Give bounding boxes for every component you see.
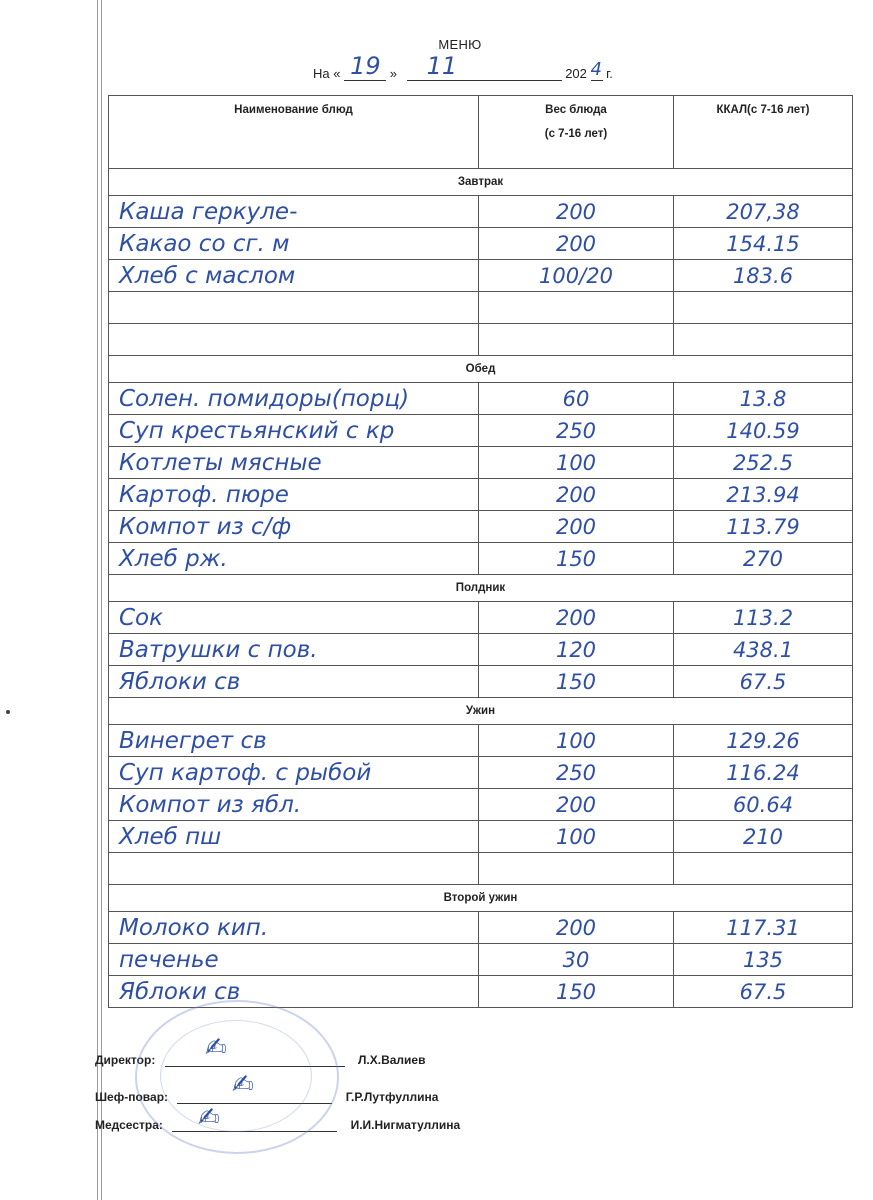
dish-kcal: 183.6 [674,260,853,292]
table-row [109,912,853,944]
dish-weight: 100 [479,447,674,479]
dish-name: Яблоки св [109,976,479,1008]
dish-kcal: 140.59 [674,415,853,447]
dish-weight: 30 [479,944,674,976]
signature-name: Г.Р.Лутфуллина [345,1090,439,1104]
dish-name [109,853,479,885]
table-header [109,96,853,169]
dish-name: Картоф. пюре [109,479,479,511]
dish-weight: 60 [479,383,674,415]
dish-name: Компот из с/ф [109,511,479,543]
dish-weight: 200 [479,228,674,260]
dish-name: Яблоки св [109,666,479,698]
director-signature-scribble: ✍ [205,1033,227,1063]
dish-kcal: 210 [674,821,853,853]
speck [6,710,10,714]
section-title: Обед [109,356,853,383]
dish-kcal: 113.2 [674,602,853,634]
signature-director [95,1052,425,1067]
binding-line [97,0,98,1200]
dish-kcal: 117.31 [674,912,853,944]
signature-role: Медсестра: [95,1118,163,1132]
table-row [109,666,853,698]
dish-weight: 250 [479,415,674,447]
col-kcal-header: ККАЛ(с 7-16 лет) [674,96,853,169]
table-row [109,634,853,666]
table-row [109,821,853,853]
dish-name: Винегрет св [109,725,479,757]
year-suffix: г. [606,66,613,81]
month-value: 11 [426,52,458,80]
dish-weight: 150 [479,543,674,575]
dish-name: Компот из ябл. [109,789,479,821]
dish-kcal: 129.26 [674,725,853,757]
table-row [109,383,853,415]
dish-weight: 120 [479,634,674,666]
dish-kcal: 116.24 [674,757,853,789]
dish-weight: 200 [479,479,674,511]
dish-name: Суп картоф. с рыбой [109,757,479,789]
nurse-signature-scribble: ✍ [198,1103,220,1133]
dish-weight: 100 [479,821,674,853]
dish-weight: 200 [479,602,674,634]
signature-nurse [95,1117,460,1132]
dish-kcal: 60.64 [674,789,853,821]
dish-name: Ватрушки с пов. [109,634,479,666]
table-row [109,260,853,292]
dish-weight: 200 [479,912,674,944]
dish-kcal: 252.5 [674,447,853,479]
table-row [109,228,853,260]
table-row [109,853,853,885]
table-row [109,447,853,479]
signature-role: Директор: [95,1053,156,1067]
col-weight-label: Вес блюда [545,104,607,116]
day-field [344,52,386,81]
year-prefix: 202 [565,66,587,81]
dish-name: Молоко кип. [109,912,479,944]
section-row [109,575,853,602]
dish-name: Хлеб с маслом [109,260,479,292]
dish-weight [479,292,674,324]
dish-name: Суп крестьянский с кр [109,415,479,447]
section-row [109,169,853,196]
dish-kcal: 135 [674,944,853,976]
dish-name: Каша геркуле- [109,196,479,228]
signature-name: И.И.Нигматуллина [350,1118,461,1132]
section-row [109,885,853,912]
dish-kcal: 154.15 [674,228,853,260]
month-field [407,52,562,81]
section-row [109,698,853,725]
page-title: МЕНЮ [438,37,482,52]
table-row [109,944,853,976]
dish-weight: 250 [479,757,674,789]
section-title: Завтрак [109,169,853,196]
table-row [109,511,853,543]
table-row [109,543,853,575]
menu-table [108,95,853,1008]
dish-name: Какао со сг. м [109,228,479,260]
date-line [313,52,613,84]
table-row [109,757,853,789]
dish-kcal [674,292,853,324]
table-row [109,415,853,447]
dish-weight: 150 [479,666,674,698]
dish-weight [479,853,674,885]
dish-kcal: 207,38 [674,196,853,228]
dish-weight: 100 [479,725,674,757]
dish-weight: 200 [479,196,674,228]
table-row [109,324,853,356]
dish-kcal: 113.79 [674,511,853,543]
dish-weight [479,324,674,356]
year-field [590,59,603,81]
signature-line [172,1117,337,1132]
dish-weight: 150 [479,976,674,1008]
year-digit: 4 [590,59,602,80]
table-row [109,479,853,511]
dish-name: Сок [109,602,479,634]
dish-weight: 100/20 [479,260,674,292]
col-weight-header [479,96,674,169]
date-mid: » [389,66,397,81]
signature-chef [95,1089,438,1104]
day-value: 19 [350,52,381,80]
chef-signature-scribble: ✍ [232,1070,254,1100]
table-row [109,725,853,757]
dish-name: печенье [109,944,479,976]
table-row [109,602,853,634]
table-row [109,976,853,1008]
dish-kcal: 213.94 [674,479,853,511]
col-dish-header: Наименование блюд [109,96,479,169]
table-row [109,196,853,228]
section-title: Полдник [109,575,853,602]
binding-line [101,0,102,1200]
dish-name [109,292,479,324]
dish-name: Хлеб рж. [109,543,479,575]
dish-kcal: 13.8 [674,383,853,415]
signature-line [165,1052,345,1067]
dish-name [109,324,479,356]
dish-weight: 200 [479,789,674,821]
dish-kcal: 67.5 [674,666,853,698]
table-row [109,789,853,821]
section-title: Ужин [109,698,853,725]
signature-role: Шеф-повар: [95,1090,169,1104]
dish-name: Котлеты мясные [109,447,479,479]
dish-name: Хлеб пш [109,821,479,853]
signature-name: Л.Х.Валиев [358,1053,426,1067]
section-row [109,356,853,383]
dish-kcal: 270 [674,543,853,575]
section-title: Второй ужин [109,885,853,912]
dish-kcal: 67.5 [674,976,853,1008]
table-row [109,292,853,324]
col-weight-age: (с 7-16 лет) [544,128,608,140]
dish-weight: 200 [479,511,674,543]
date-prefix: На « [313,66,341,81]
dish-kcal: 438.1 [674,634,853,666]
signature-line [177,1089,332,1104]
dish-kcal [674,324,853,356]
dish-name: Солен. помидоры(порц) [109,383,479,415]
dish-kcal [674,853,853,885]
